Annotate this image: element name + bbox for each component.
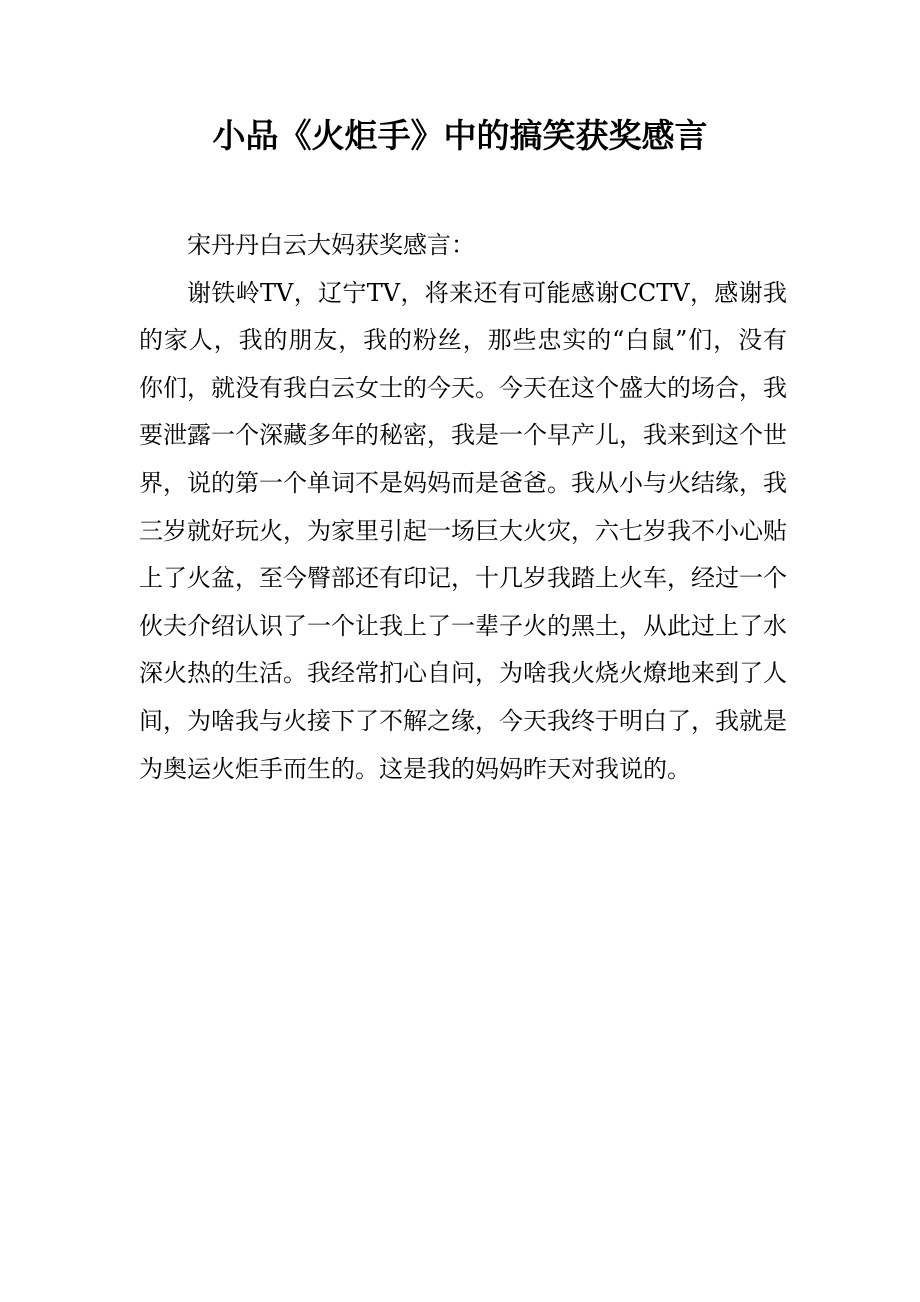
speech-intro-paragraph: 宋丹丹白云大妈获奖感言： bbox=[187, 231, 475, 259]
document-title: 小品《火炬手》中的搞笑获奖感言 bbox=[212, 116, 708, 155]
document-body bbox=[139, 222, 787, 793]
speech-body-paragraph: 谢铁岭TV，辽宁TV，将来还有可能感谢CCTV，感谢我的家人，我的朋友，我的粉丝，那些忠实的“白鼠”们，没有你们，就没有我白云女士的今天。今天在这个盛大的场合，我要泄露一个深藏多年的秘密，我是一个早产儿，我来到这个世界，说的第一个单词不是妈妈而是爸爸。我从小与火结缘，我三岁就好玩火，为家里引起一场巨大火灾，六七岁我不小心贴上了火盆，至今臀部还有印记，十几岁我踏上火车，经过一个伙夫介绍认识了一个让我上了一辈子火的黑土，从此过上了水深火热的生活。我经常扪心自问，为啥我火烧火燎地来到了人间，为啥我与火接下了不解之缘，今天我终于明白了，我就是为奥运火炬手而生的。这是我的妈妈昨天对我说的。 bbox=[139, 278, 787, 783]
